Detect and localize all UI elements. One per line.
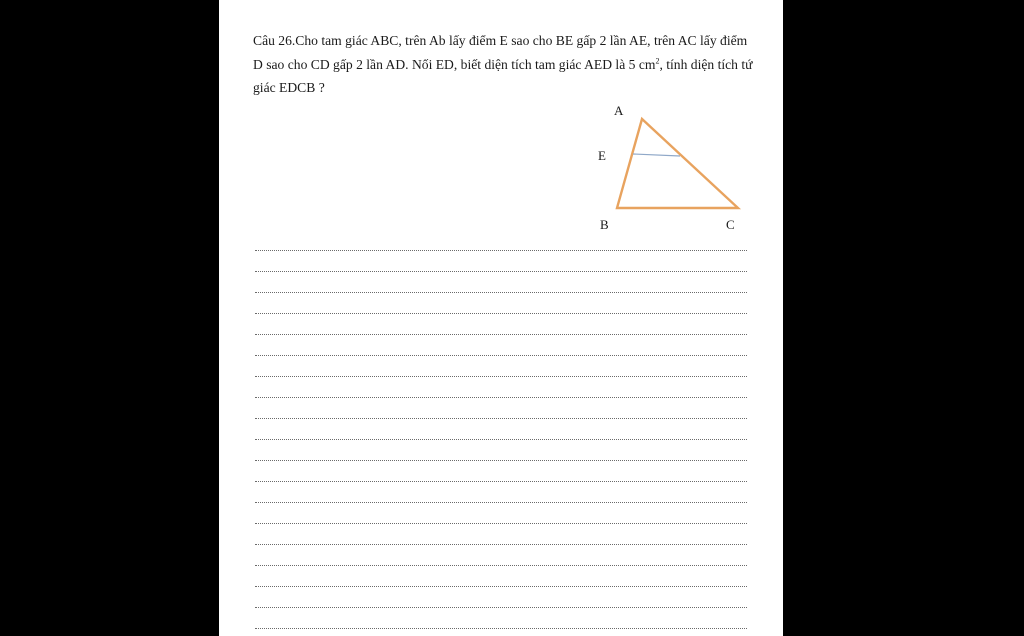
triangle-figure — [589, 98, 749, 238]
answer-line — [255, 608, 747, 629]
answer-line — [255, 398, 747, 419]
answer-line — [255, 461, 747, 482]
vertex-label-e: E — [598, 148, 606, 163]
answer-line — [255, 356, 747, 377]
question-line-2-text: D sao cho CD gấp 2 lần AD. Nối ED, biết diện tích tam giác AED là 5 cm — [253, 56, 656, 72]
triangle-abc — [617, 119, 738, 208]
question-line-2 — [253, 53, 753, 77]
area-unit-superscript: 2 — [655, 55, 660, 65]
answer-line — [255, 335, 747, 356]
answer-line — [255, 419, 747, 440]
question-text — [253, 29, 753, 100]
answer-line — [255, 503, 747, 524]
answer-lines — [255, 240, 747, 629]
vertex-label-b: B — [600, 217, 609, 232]
question-line-1: Câu 26.Cho tam giác ABC, trên Ab lấy điểm E sao cho BE gấp 2 lần AE, trên AC lấy điểm — [253, 33, 748, 48]
answer-line — [255, 440, 747, 461]
worksheet-page — [219, 0, 783, 636]
answer-line — [255, 272, 747, 293]
answer-line — [255, 293, 747, 314]
answer-line — [255, 377, 747, 398]
answer-line — [255, 240, 747, 251]
answer-line — [255, 545, 747, 566]
question-line-3: giác EDCB ? — [253, 80, 325, 95]
question-line-2-end: , tính diện tích tứ — [659, 56, 753, 72]
answer-line — [255, 482, 747, 503]
triangle-diagram — [589, 98, 749, 238]
answer-line — [255, 587, 747, 608]
vertex-label-a: A — [614, 103, 624, 118]
answer-line — [255, 251, 747, 272]
answer-line — [255, 566, 747, 587]
vertex-label-c: C — [726, 217, 735, 232]
answer-line — [255, 524, 747, 545]
answer-line — [255, 314, 747, 335]
segment-ed — [633, 154, 680, 156]
